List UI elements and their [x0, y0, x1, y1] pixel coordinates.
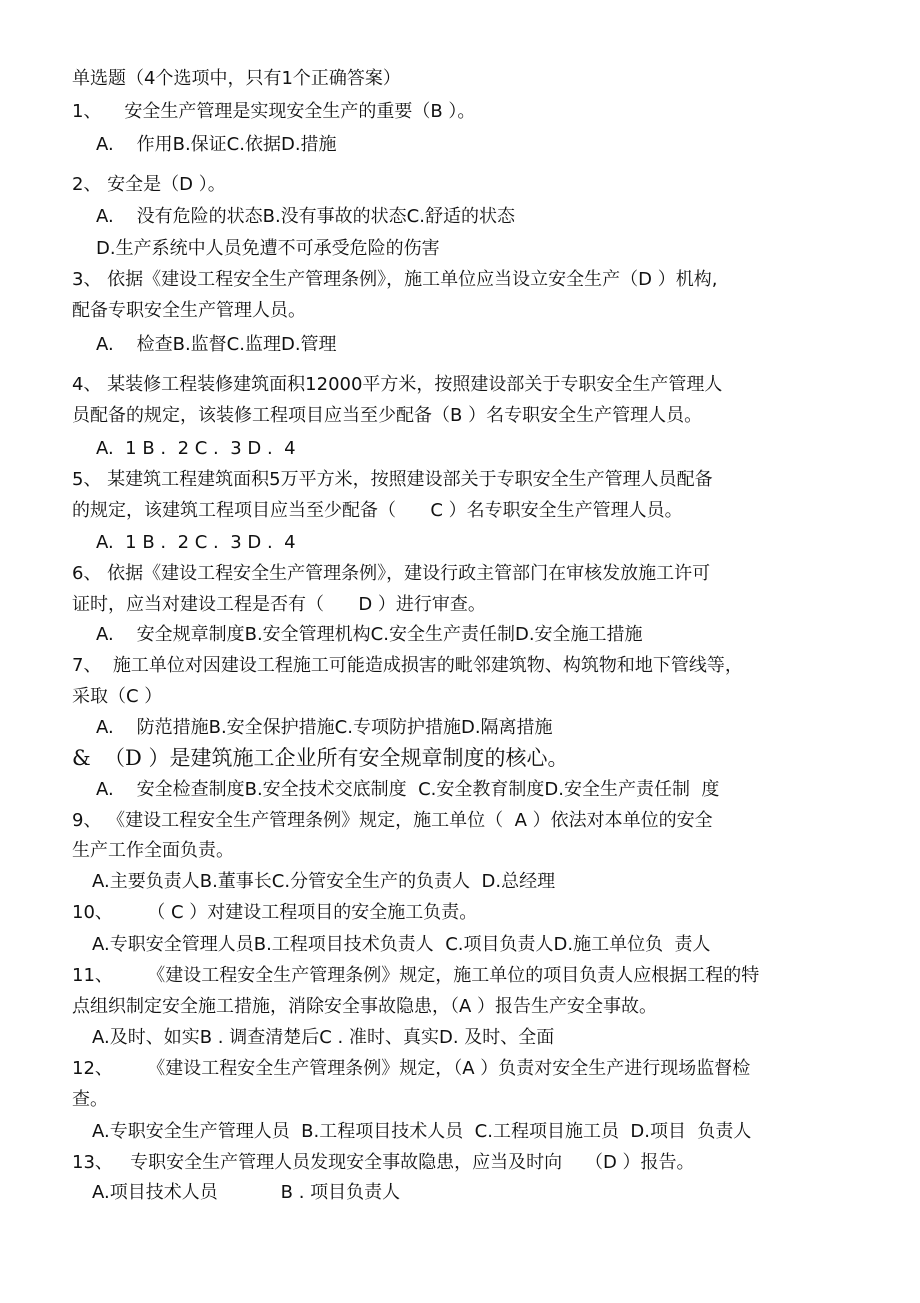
question-10-stem: 10、 （ C ）对建设工程项目的安全施工负责。	[72, 902, 478, 923]
question-12-options: A.专职安全生产管理人员 B.工程项目技术人员 C.工程项目施工员 D.项目 负责人	[92, 1121, 752, 1142]
question-1-stem: 1、 安全生产管理是实现安全生产的重要（B ）。	[72, 101, 476, 122]
question-12-stem: 12、 《建设工程安全生产管理条例》规定，（A ）负责对安全生产进行现场监督检	[72, 1058, 751, 1079]
question-4-options: A. 1 B . 2 C . 3 D . 4	[96, 438, 296, 459]
question-7-stem-cont: 采取（C ）	[72, 686, 163, 707]
question-5-stem: 5、 某建筑工程建筑面积5万平方米，按照建设部关于专职安全生产管理人员配备	[72, 469, 713, 490]
question-7-options: A. 防范措施B.安全保护措施C.专项防护措施D.隔离措施	[96, 717, 553, 738]
section-header: 单选题（4个选项中，只有1个正确答案）	[72, 68, 401, 89]
question-2-options: A. 没有危险的状态B.没有事故的状态C.舒适的状态	[96, 206, 515, 227]
question-2-stem: 2、 安全是（D ）。	[72, 174, 226, 195]
question-11-options: A.及时、如实B . 调查清楚后C . 准时、真实D. 及时、全面	[92, 1027, 555, 1048]
question-9-stem-cont: 生产工作全面负责。	[72, 840, 234, 861]
question-4-stem: 4、 某装修工程装修建筑面积12000平方米，按照建设部关于专职安全生产管理人	[72, 374, 723, 395]
question-4-stem-cont: 员配备的规定，该装修工程项目应当至少配备（B ）名专职安全生产管理人员。	[72, 405, 703, 426]
question-10-options: A.专职安全管理人员B.工程项目技术负责人 C.项目负责人D.施工单位负 责人	[92, 934, 711, 955]
question-11-stem-cont: 点组织制定安全施工措施，消除安全事故隐患，（A ）报告生产安全事故。	[72, 996, 658, 1017]
question-6-stem-cont: 证时，应当对建设工程是否有（ D ）进行审查。	[72, 594, 486, 615]
question-9-stem: 9、 《建设工程安全生产管理条例》规定，施工单位（ A ）依法对本单位的安全	[72, 810, 713, 831]
question-6-options: A. 安全规章制度B.安全管理机构C.安全生产责任制D.安全施工措施	[96, 624, 643, 645]
question-3-stem-cont: 配备专职安全生产管理人员。	[72, 300, 306, 321]
question-12-stem-cont: 查。	[72, 1089, 108, 1110]
question-5-options: A. 1 B . 2 C . 3 D . 4	[96, 532, 296, 553]
question-3-stem: 3、 依据《建设工程安全生产管理条例》，施工单位应当设立安全生产（D ）机构,	[72, 269, 718, 290]
question-11-stem: 11、 《建设工程安全生产管理条例》规定，施工单位的项目负责人应根据工程的特	[72, 965, 760, 986]
question-3-options: A. 检查B.监督C.监理D.管理	[96, 334, 337, 355]
question-13-stem: 13、 专职安全生产管理人员发现安全事故隐患，应当及时向 （D ）报告。	[72, 1152, 695, 1173]
question-8-options: A. 安全检查制度B.安全技术交底制度 C.安全教育制度D.安全生产责任制 度	[96, 779, 720, 800]
question-5-stem-cont: 的规定，该建筑工程项目应当至少配备（ C ）名专职安全生产管理人员。	[72, 500, 683, 521]
question-8-stem: & （D ）是建筑施工企业所有安全规章制度的核心。	[72, 746, 569, 770]
question-9-options: A.主要负责人B.董事长C.分管安全生产的负责人 D.总经理	[92, 871, 556, 892]
question-7-stem: 7、 施工单位对因建设工程施工可能造成损害的毗邻建筑物、构筑物和地下管线等，	[72, 655, 743, 676]
question-2-options-cont: D.生产系统中人员免遭不可承受危险的伤害	[96, 238, 440, 259]
question-6-stem: 6、 依据《建设工程安全生产管理条例》，建设行政主管部门在审核发放施工许可	[72, 563, 711, 584]
question-13-options: A.项目技术人员 B . 项目负责人	[92, 1182, 401, 1203]
question-1-options: A. 作用B.保证C.依据D.措施	[96, 134, 337, 155]
